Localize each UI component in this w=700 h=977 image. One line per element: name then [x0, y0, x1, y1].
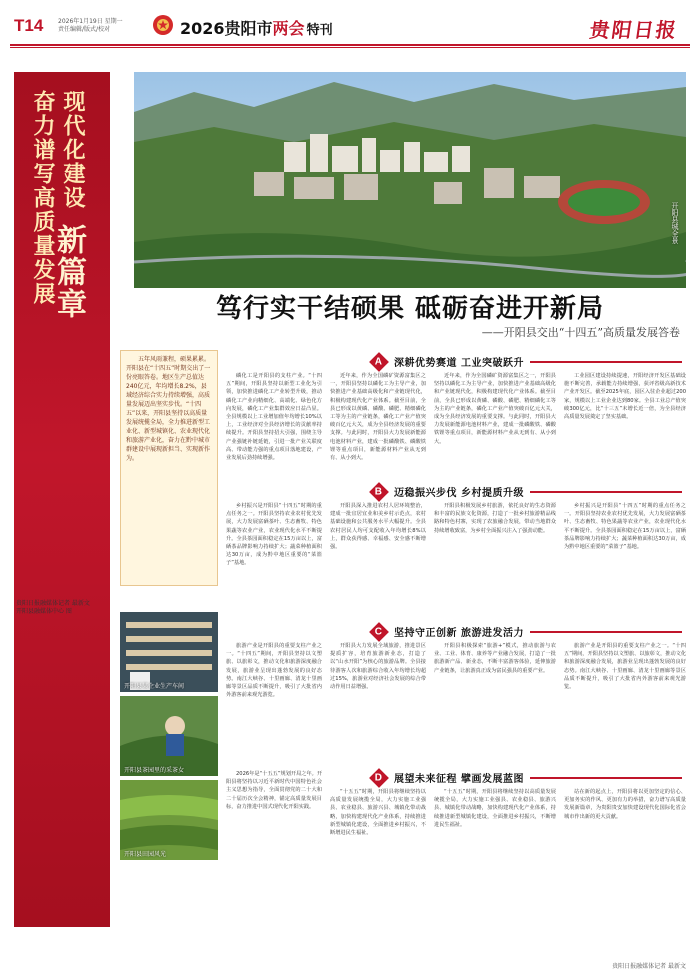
subheadline: ——开阳县交出“十四五”高质量发展答卷 — [481, 326, 680, 339]
col-top-right: 工业园区建设持续提速，开阳经济开发区基础设施不断完善，承载能力持续增强，获评省级高新技术产业开发区。截至2025年底，园区入驻企业超过200家，规模以上工业企业达到80家。全县工业总产值突破300亿元，比“十三五”末增长近一倍，为全县经济高质量发展奠定了坚实基础。 — [564, 373, 686, 421]
col-d-right: 站在新的起点上，开阳县将以更加坚定的信心、更加务实的作风、更加有力的举措，奋力谱写高质量发展新篇章，为贵阳贵安加快建设现代化国际化省会城市作出新的更大贡献。 — [564, 789, 686, 820]
photo3-caption: 开阳县田园风光 — [124, 851, 167, 858]
col-top-mid: 近年来，作为全国磷矿资源富集区之一，开阳县坚持以磷化工为主导产业，加快推进产业基础高级化和产业链现代化，积极构建现代化产业体系。截至目前，全县已形成以黄磷、磷酸、磷肥、精细磷化工等为主的产业链条，磷化工产业产值突破百亿元大关，成为全县经济发展的重要支撑。与此同时，开阳县大力发展新能源电池材料产业，建成一批磷酸铁、磷酸铁锂等重点项目，新能源材料产业从无到有、从小到大。 — [330, 373, 426, 462]
col-d-mid2: “十五五”时期，开阳县将继续坚持以高质量发展统揽全局，大力实施工业强县、农业稳县、旅游兴县、城镇化带动战略，加快构建现代化产业体系，持续推进新型城镇化建设，全面推进乡村振兴，不断增进民生福祉。 — [434, 789, 556, 828]
col-top-left: 磷化工是开阳县的支柱产业。“十四五”期间，开阳县坚持以新型工业化为引领，加快推进磷化工产业转型升级，推动磷化工产业向精细化、高端化、绿色化方向发展，磷化工产业集群效应日益凸显。全县规模以上工业增加值年均增长10%以上，工业经济对全县经济增长的贡献率持续提升。开阳县坚持招大引强，围绕主导产业强链补链延链，引进一批产业关联度高、带动能力强的重点项目落地建设，产业发展后劲持续增强。 — [226, 373, 322, 462]
special-issue-suffix: 特刊 — [306, 23, 333, 38]
section-b-head — [372, 484, 682, 499]
section-a-badge: A — [369, 352, 389, 372]
col-top-mid2: 近年来，作为全国磷矿资源富集区之一，开阳县坚持以磷化工为主导产业，加快推进产业基础高级化和产业链现代化，积极构建现代化产业体系。截至目前，全县已形成以黄磷、磷酸、磷肥、精细磷化工等为主的产业链条，磷化工产业产值突破百亿元大关，成为全县经济发展的重要支撑。与此同时，开阳县大力发展新能源电池材料产业，建成一批磷酸铁、磷酸铁锂等重点项目，新能源材料产业从无到有、从小到大。 — [434, 373, 556, 445]
banner-line1: 奋力谱写高质量发展 — [30, 90, 56, 306]
photo1-caption: 开阳县某企业生产车间 — [124, 683, 185, 690]
intro-text: 五年风雨兼程，硕果累累。开阳县在“十四五”时期交出了一份亮眼答卷。地区生产总值达240亿元，年均增长8.2%，县域经济综合实力持续增强，高质量发展迈出坚实步伐。“十四五”以来，开阳县坚持以高质量发展统揽全局，全力推进新型工业化、新型城镇化、农业现代化和旅游产业化，奋力在黔中城市群建设中展现新担当、实现新作为。 — [126, 356, 211, 462]
col-d-mid: “十五五”时期，开阳县将继续坚持以高质量发展统揽全局，大力实施工业强县、农业稳县、旅游兴县、城镇化带动战略，加快构建现代化产业体系，持续推进新型城镇化建设，全面推进乡村振兴，不断增进民生福祉。 — [330, 789, 426, 837]
footer-credit: 贵阳日报融媒体记者 最新文 — [612, 963, 686, 970]
col-d-left: 2026年是“十五五”规划开局之年。开阳县将坚持以习近平新时代中国特色社会主义思想为指导，全面贯彻党的二十大和二十届历次全会精神，锚定高质量发展目标，奋力推进中国式现代化开阳实践。 — [226, 771, 322, 810]
header-meta-date: 2026年1月19日 星期一 — [58, 18, 123, 25]
byline-photo: 开阳县融媒体中心 图 — [16, 608, 72, 615]
hero-landscape-image — [134, 72, 686, 288]
col-c-mid2: 开阳县积极探索“旅游+”模式，推动旅游与农业、工业、体育、康养等产业融合发展，打造了一批旅游新产品、新业态，不断丰富游客体验，延伸旅游产业链条，让旅游真正成为富民强县的重要产业。 — [434, 643, 556, 674]
byline — [16, 600, 116, 616]
newspaper-logo: 贵阳日报 — [588, 18, 680, 42]
factory-photo — [120, 612, 218, 692]
headline: 笃行实干结硕果 砥砺奋进开新局 — [215, 294, 605, 324]
factory-image — [120, 612, 218, 692]
section-b-title: 迈稳振兴步伐 乡村提质升级 — [394, 488, 524, 499]
section-d-title: 展望未来征程 擘画发展蓝图 — [394, 774, 524, 785]
header-rule-thin — [10, 47, 690, 48]
header-rule — [10, 44, 690, 46]
col-b-left: 乡村振兴是开阳县“十四五”时期的重点任务之一。开阳县坚持农业农村优先发展，大力发展富硒茶叶、生态畜牧、特色果蔬等农业产业，农业现代化水平不断提升。全县茶园面积稳定在15万亩以上，富硒茶品牌影响力持续扩大；蔬菜种植面积达30万亩，成为黔中地区重要的“菜篮子”基地。 — [226, 503, 322, 567]
field-image — [120, 780, 218, 860]
section-d-head — [372, 770, 682, 785]
field-photo — [120, 780, 218, 860]
col-c-left: 旅游产业是开阳县的重要支柱产业之一。“十四五”期间，开阳县坚持以文塑旅、以旅彰文，推动文化和旅游深度融合发展，旅游业呈现出蓬勃发展的良好态势。南江大峡谷、十里画廊、清龙十里画廊等景区品质不断提升，吸引了大批省内外游客前来观光游览。 — [226, 643, 322, 699]
section-d-badge: D — [369, 768, 389, 788]
col-b-right: 乡村振兴是开阳县“十四五”时期的重点任务之一。开阳县坚持农业农村优先发展，大力发展富硒茶叶、生态畜牧、特色果蔬等农业产业，农业现代化水平不断提升。全县茶园面积稳定在15万亩以上，富硒茶品牌影响力持续扩大；蔬菜种植面积达30万亩，成为黔中地区重要的“菜篮子”基地。 — [564, 503, 686, 551]
section-a-title: 深耕优势赛道 工业突破跃升 — [394, 358, 524, 369]
section-b-rule — [530, 491, 682, 493]
section-d-rule — [530, 777, 682, 779]
special-issue-title — [180, 16, 333, 38]
special-issue-emphasis: 两会 — [272, 19, 305, 38]
section-b-badge: B — [369, 482, 389, 502]
banner-line3: 新篇章 — [51, 224, 86, 320]
banner-line2: 现代化建设 — [60, 90, 86, 210]
hero-caption: 开阳县城全景 — [671, 202, 679, 244]
theme-banner — [14, 72, 110, 927]
col-c-mid: 开阳县大力发展全域旅游，推进景区提质扩容，培育旅游新业态，打造了以“山水开阳”为核心的旅游品牌。全县接待游客人次和旅游综合收入年均增长均超过15%，旅游业对经济社会发展的综合带动作用日益增强。 — [330, 643, 426, 691]
header-meta-editors: 责任编辑/版式/校对 — [58, 26, 111, 33]
photo2-caption: 开阳县茶园里的采茶女 — [124, 767, 185, 774]
section-c-rule — [530, 631, 682, 633]
section-c-badge: C — [369, 622, 389, 642]
hero-photo — [134, 72, 686, 288]
intro-box — [120, 350, 218, 586]
col-b-mid2: 开阳县积极发展乡村旅游，依托良好的生态资源和丰富的民族文化资源，打造了一批乡村旅游精品线路和特色村寨，实现了农旅融合发展，带动当地群众持续增收致富，为乡村全面振兴注入了强劲动能。 — [434, 503, 556, 534]
section-a-rule — [530, 361, 682, 363]
section-c-title: 坚持守正创新 旅游进发活力 — [394, 628, 524, 639]
section-c-head — [372, 624, 682, 639]
page-header — [0, 0, 700, 62]
emblem-icon — [152, 14, 174, 36]
section-a-head — [372, 354, 682, 369]
tea-photo — [120, 696, 218, 776]
special-issue-year: 2026贵阳市 — [180, 19, 273, 38]
page-number: T14 — [14, 16, 44, 35]
col-b-mid: 开阳县深入推进农村人居环境整治，建成一批宜居宜业和美乡村示范点，农村基础设施和公共服务水平大幅提升。全县农村居民人均可支配收入年均增长8%以上，群众获得感、幸福感、安全感不断增强。 — [330, 503, 426, 551]
tea-image — [120, 696, 218, 776]
header-meta — [58, 18, 148, 34]
byline-reporter: 贵阳日报融媒体记者 最新文 — [16, 600, 90, 607]
col-c-right: 旅游产业是开阳县的重要支柱产业之一。“十四五”期间，开阳县坚持以文塑旅、以旅彰文，推动文化和旅游深度融合发展，旅游业呈现出蓬勃发展的良好态势。南江大峡谷、十里画廊、清龙十里画廊等景区品质不断提升，吸引了大批省内外游客前来观光游览。 — [564, 643, 686, 691]
